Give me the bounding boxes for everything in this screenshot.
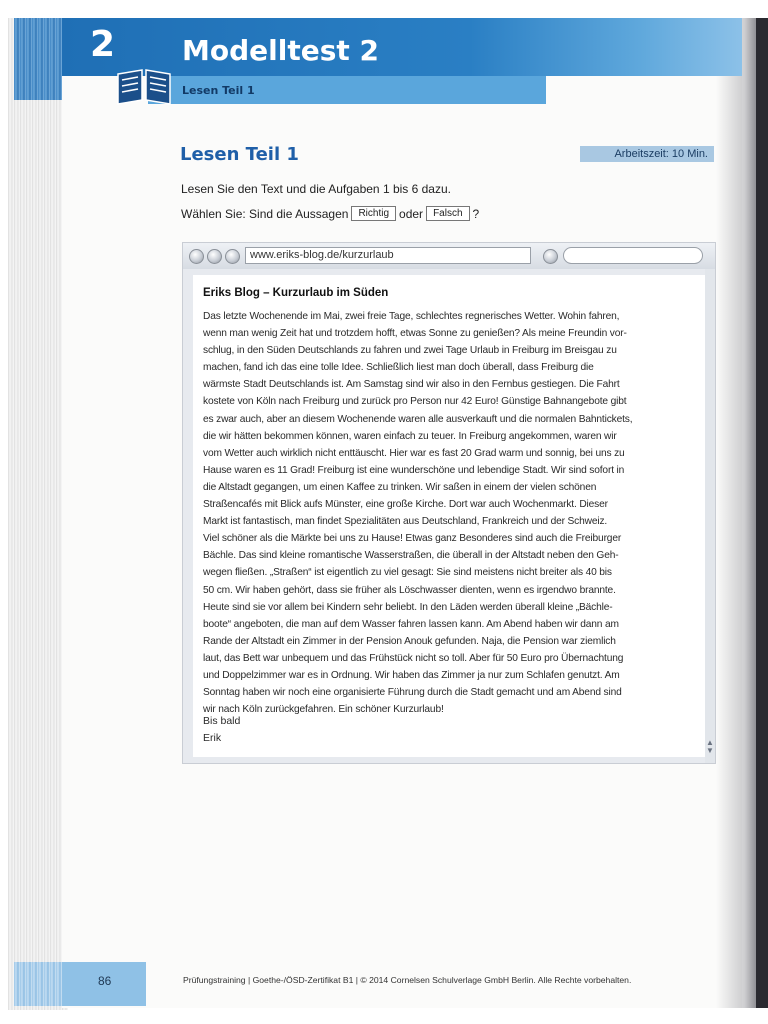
blog-content bbox=[193, 275, 705, 757]
blog-line: Bächle. Das sind kleine romantische Wasserstraßen, die überall in der Altstadt neben den Geh- bbox=[203, 550, 619, 562]
worktime-badge: Arbeitszeit: 10 Min. bbox=[580, 146, 714, 162]
blog-line: 50 cm. Wir haben gehört, dass sie früher als Löschwasser dienten, wenn es irgendwo brannte. bbox=[203, 584, 616, 596]
footer-text: Prüfungstraining | Goethe-/ÖSD-Zertifikat B1 | © 2014 Cornelsen Schulverlage GmbH Berlin. Alle Rechte vorbehalten. bbox=[183, 975, 632, 985]
scrollbar[interactable] bbox=[705, 269, 715, 763]
chapter-number: 2 bbox=[90, 24, 116, 65]
blog-body bbox=[203, 308, 697, 718]
browser-toolbar bbox=[183, 243, 715, 269]
blog-line: Sonntag haben wir noch eine organisierte Führung durch die Stadt gemacht und am Abend sind bbox=[203, 687, 622, 699]
blog-line: Markt ist fantastisch, man findet Spezialitäten aus Deutschland, Frankreich und der Schweiz. bbox=[203, 516, 608, 528]
blog-signature: Erik bbox=[203, 732, 222, 744]
blog-line: Heute sind sie vor allem bei Kindern sehr beliebt. In den Läden werden überall kleine „Bächle- bbox=[203, 601, 613, 613]
back-button-icon[interactable] bbox=[189, 249, 204, 264]
blog-line: boote“ angeboten, die man auf dem Wasser fahren lassen kann. Am Abend haben wir dann am bbox=[203, 618, 619, 630]
search-button-icon[interactable] bbox=[543, 249, 558, 264]
browser-window bbox=[182, 242, 716, 764]
blog-line: Viel schöner als die Märkte bei uns zu Hause! Etwas ganz Besonderes sind auch die Freiburger bbox=[203, 533, 622, 545]
blog-line: Straßencafés mit Blick aufs Münster, eine große Kirche. Dort war auch Wochenmarkt. Dieser bbox=[203, 499, 608, 511]
scroll-arrows-icon[interactable]: ▲ ▼ bbox=[706, 738, 714, 755]
instruction-line-1: Lesen Sie den Text und die Aufgaben 1 bis 6 dazu. bbox=[181, 182, 451, 196]
blog-line: Rande der Altstadt ein Zimmer in der Pension Anouk gefunden. Naja, die Pension war ziemlich bbox=[203, 635, 616, 647]
blog-title: Eriks Blog – Kurzurlaub im Süden bbox=[203, 287, 389, 299]
instruction-prefix: Wählen Sie: Sind die Aussagen bbox=[181, 206, 349, 221]
blog-line: die wir hätten bekommen können, waren einfach zu teuer. In Freiburg angekommen, waren wir bbox=[203, 430, 617, 442]
page-edges-blue-bottom bbox=[14, 962, 64, 1006]
option-falsch-label: Falsch bbox=[426, 206, 469, 221]
instruction-line-2 bbox=[181, 206, 479, 221]
search-input[interactable] bbox=[563, 247, 703, 264]
section-title: Lesen Teil 1 bbox=[180, 144, 299, 165]
top-margin bbox=[0, 0, 768, 18]
option-richtig-label: Richtig bbox=[351, 206, 396, 221]
forward-button-icon[interactable] bbox=[207, 249, 222, 264]
page-number: 86 bbox=[98, 974, 112, 988]
blog-line: machen, fand ich das eine tolle Idee. Schließlich liest man doch überall, dass Freiburg die bbox=[203, 362, 594, 374]
blog-line: Hause waren es 11 Grad! Freiburg ist eine wunderschöne und lebendige Stadt. Wir sind sofort in bbox=[203, 464, 625, 476]
reload-button-icon[interactable] bbox=[225, 249, 240, 264]
blog-line: wir nach Köln zurückgefahren. Ein schöner Kurzurlaub! bbox=[203, 704, 444, 716]
blog-line: wenn man wenig Zeit hat und trotzdem hofft, etwas Sonne zu genießen? Als meine Freundin vor- bbox=[203, 328, 627, 340]
blog-line: wegen fließen. „Straßen“ ist eigentlich zu viel gesagt: Sie sind meistens nicht breiter als 40 bis bbox=[203, 567, 612, 579]
header-subtitle: Lesen Teil 1 bbox=[182, 84, 255, 97]
blog-line: die Altstadt gegangen, um einen Kaffee zu trinken. Wir saßen in einem der vielen schönen bbox=[203, 481, 597, 493]
instruction-suffix: ? bbox=[472, 206, 480, 221]
instruction-connector: oder bbox=[399, 206, 424, 221]
blog-line: Das letzte Wochenende im Mai, zwei freie Tage, schlechtes regnerisches Wetter. Wohin fahren, bbox=[203, 311, 620, 322]
book-spine bbox=[756, 18, 768, 1008]
book-icon bbox=[114, 66, 174, 106]
blog-line: und Doppelzimmer war es in Ordnung. Wir haben das Zimmer ja nur zum Schlafen genutzt. Am bbox=[203, 669, 620, 681]
blog-signoff bbox=[203, 713, 240, 747]
blog-line: laut, das Bett war unbequem und das Frühstück nicht so toll. Aber für 50 Euro pro Übernachtung bbox=[203, 652, 624, 664]
blog-line: schlug, in den Süden Deutschlands zu fahren und zwei Tage Urlaub in Freiburg im Breisgau zu bbox=[203, 345, 617, 357]
blog-greeting: Bis bald bbox=[203, 715, 241, 727]
blog-line: kostete von Köln nach Freiburg und zurück pro Person nur 42 Euro! Günstige Bahnangebote gibt bbox=[203, 396, 627, 408]
address-bar[interactable]: www.eriks-blog.de/kurzurlaub bbox=[245, 247, 531, 264]
page-edges-blue-top bbox=[14, 18, 64, 100]
blog-line: es zwar auch, aber an diesem Wochenende waren alle ausverkauft und die normalen Bahntickets, bbox=[203, 413, 633, 425]
blog-line: vom Wetter auch wirklich nicht enttäuscht. Hier war es fast 20 Grad warm und sonnig, bei uns zu bbox=[203, 447, 625, 459]
blog-line: wärmste Stadt Deutschlands ist. Am Samstag sind wir also in den Fernbus gestiegen. Die Fahrt bbox=[203, 379, 620, 391]
page-edges bbox=[8, 18, 68, 1010]
page-title: Modelltest 2 bbox=[182, 34, 379, 67]
